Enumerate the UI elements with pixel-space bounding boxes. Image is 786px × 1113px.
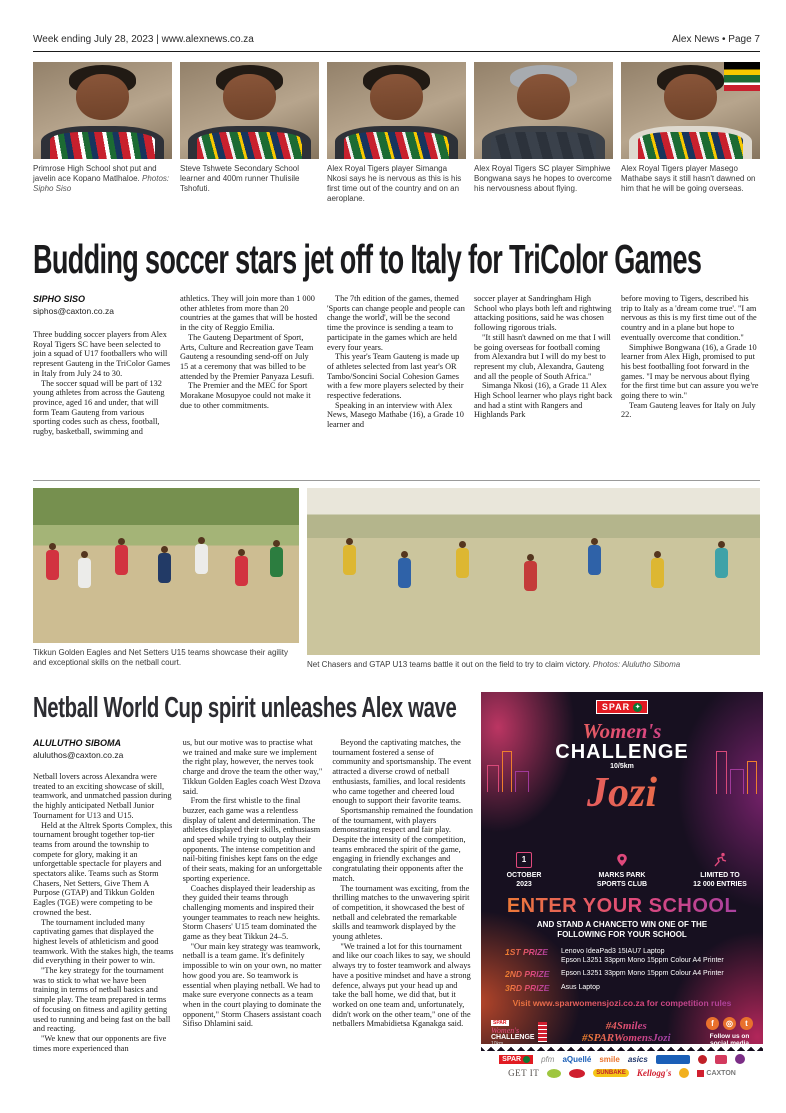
ad-title-womens: Women's: [481, 721, 763, 742]
paragraph: Netball lovers across Alexandra were treated to an exciting showcase of skill, teamwork, and unmatched passion during the highly anticipated Netball Junior Tournament for U13 and U15.: [33, 772, 172, 820]
mini-womens: Women's: [491, 1026, 520, 1035]
ad-venue-info: [586, 851, 658, 889]
author-name: ALULUTHO SIBOMA: [33, 738, 121, 748]
soccer-headline: Budding soccer stars jet off to Italy for TriColor Games: [33, 236, 702, 282]
photo-caption: Alex Royal Tigers player Masego Mathabe says it still hasn't dawned on him that he will be going overseas.: [621, 164, 756, 193]
netball-column-2: [183, 738, 324, 1053]
social-block: [706, 1017, 753, 1045]
prize-line: Lenovo IdeaPad3 15IAU7 Laptop: [561, 948, 665, 955]
photo-netball-field: [307, 488, 760, 655]
netball-article: [33, 692, 473, 1084]
art-shape: [491, 132, 597, 159]
ad-cta: ENTER YOUR SCHOOL: [481, 895, 763, 918]
sponsor-logo-spar: [499, 1055, 533, 1064]
sponsor-logo-pfm: pfm: [541, 1054, 555, 1064]
paragraph: The 7th edition of the games, themed 'Sports can change people and people can change the world', will be the second time the province is sending a team to participate in the games which are held every four years.: [327, 294, 465, 352]
ad-date-info: [488, 851, 560, 889]
paragraph: athletics. They will join more than 1 000 other athletes from more than 20 countries at the games that will be hosted in the city of Reggio Emilia.: [180, 294, 318, 333]
advert-body: [481, 692, 763, 1044]
prize-rank: 2ND PRIZE: [505, 969, 553, 979]
photo-figure: [327, 62, 466, 204]
soccer-column-2: [180, 294, 319, 437]
paragraph: before moving to Tigers, described his trip to Italy as a 'dream come true'. "I am nervous as this is my first time out of the country and in a plane but hope to eventually overcome that condition.": [621, 294, 757, 342]
womens-challenge-mini-logo: [491, 1016, 547, 1044]
torn-edge-art: [481, 1044, 763, 1051]
sponsor-logo-asics: asics: [627, 1054, 648, 1064]
caption-text: Primrose High School shot put and javelin ace Kopano Matlhaloe.: [33, 164, 157, 183]
paragraph: Speaking in an interview with Alex News, Masego Mathabe (16), a Grade 10 learner and: [327, 400, 464, 430]
soccer-headline-wrap: [33, 236, 760, 286]
art-shape: [651, 558, 664, 588]
hashtag-4smiles: #4Smiles: [582, 1020, 671, 1032]
sponsor-label: CAXTON: [706, 1069, 736, 1077]
author-email: siphos@caxton.co.za: [33, 306, 114, 316]
prize-desc: Epson L3251 33ppm Mono 15ppm Colour A4 Printer: [561, 970, 724, 977]
paragraph: soccer player at Sandringham High School who plays both left and rightwing attacking positions, said he was chosen following rigorous trials.: [474, 294, 612, 333]
paragraph: "We trained a lot for this tournament and like our coach likes to say, we should always try to foster teamwork and always have a positive mindset and have a strong defence, always put your head up and take the ball home, we did that, but it worked on one team and, unfortunately, didn't work on the other team," one of the netballers Mmabidietsa Kganakga said.: [332, 941, 471, 1029]
prize-rank: 3RD PRIZE: [505, 983, 553, 993]
ad-footer: [491, 1016, 753, 1044]
photo-credit: Photos: Sipho Siso: [33, 174, 170, 193]
photo-kopano-matlhaloe: [33, 62, 172, 159]
photo-figure: [180, 62, 319, 204]
paragraph: us, but our motive was to practise what we trained and make sure we implement the right play, however, the nerves took charge and drove the team the other way," Tikkun Golden Eagles coach West Dzova said.: [182, 738, 323, 796]
sponsor-logo: [735, 1054, 745, 1064]
photo-caption: Alex Royal Tigers player Simanga Nkosi says he is nervous as this is his first time out of the country and on an aeroplane.: [327, 164, 462, 203]
social-icons: [706, 1017, 753, 1030]
art-shape: [517, 74, 570, 121]
paragraph: Team Gauteng leaves for Italy on July 22.: [621, 400, 756, 420]
mini-spar-logo: SPAR: [493, 1020, 507, 1026]
paragraph: Coaches displayed their leadership as they guided their teams through challenging moments and inspired their younger teammates to reach new heights. Storm Chasers' U15 team dominated the game as they beat Tikkun 24–5.: [182, 883, 320, 942]
ad-limit-line1: LIMITED TO: [700, 872, 740, 879]
art-shape: [638, 132, 744, 159]
art-shape: [730, 769, 744, 794]
ad-title-distance: 10/5km: [610, 763, 634, 770]
netball-column-3: [332, 738, 473, 1053]
photo-credit: Photos: Alulutho Siboma: [592, 660, 681, 669]
netball-columns: [33, 738, 473, 1053]
photo-netball-court: [33, 488, 299, 643]
soccer-column-3: [327, 294, 466, 437]
art-shape: [664, 74, 717, 121]
prize-desc: Asus Laptop: [561, 984, 600, 991]
runner-icon: [684, 851, 756, 869]
art-shape: [398, 558, 411, 588]
photo-simphiwe-bongwana: [474, 62, 613, 159]
art-shape: [715, 548, 728, 578]
sponsor-row-1: [487, 1054, 757, 1064]
masthead-date-url: Week ending July 28, 2023 | www.alexnews.co.za: [33, 34, 254, 45]
sponsor-row-2: [487, 1068, 757, 1078]
netball-column-1: [33, 738, 174, 1053]
art-shape: [76, 74, 129, 121]
photo-figure: [33, 62, 172, 204]
paragraph: Beyond the captivating matches, the tournament fostered a sense of community and sportsmanship. The event attracted a diverse crowd of netball enthusiasts, families, and local residents who came together and cheered loud enough to support their favorite teams.: [332, 738, 472, 806]
skyline-art: [481, 721, 763, 849]
paragraph: Simanga Nkosi (16), a Grade 11 Alex High School learner who plays right back and had a stint with Rangers and Highlands Park: [474, 381, 613, 420]
sponsor-logo-smile: smile: [599, 1054, 620, 1064]
art-shape: [235, 556, 248, 586]
mini-logo-text: [491, 1016, 535, 1044]
sponsor-logo-aquelle: aQuellé: [562, 1054, 592, 1064]
section-divider: [33, 480, 760, 481]
paragraph: The tournament included many captivating games that displayed the highest levels of athleticism and good teamwork. With the stakes high, the teams did everything in their power to win.: [33, 917, 174, 966]
flag-art: [724, 62, 760, 91]
soccer-column-1: [33, 294, 172, 437]
paragraph: The soccer squad will be part of 132 young athletes from across the Gauteng province, aged 16 and under, that will form Team Gauteng from various sporting codes such as chess, football, rugby, basketball, swimming and: [33, 378, 165, 437]
paragraph: Simphiwe Bongwana (16), a Grade 10 learner from Alex High, promised to put his best footballing foot forward in the games. "I may be nervous about flying for the first time but can assure you we're going there to win.": [621, 342, 759, 401]
spar-advert: [481, 692, 763, 1084]
ad-date-month: OCTOBER: [506, 872, 542, 879]
photo-figure: [621, 62, 760, 204]
ad-title-jozi: Jozi: [481, 771, 763, 815]
sponsor-logo: [547, 1069, 561, 1078]
art-shape: [456, 548, 469, 578]
paragraph: The Premier and the MEC for Sport Morakane Mosupyoe could not make it due to other commitments.: [180, 381, 311, 410]
photo-figure: [307, 488, 760, 670]
art-shape: [370, 74, 423, 121]
paragraph: Three budding soccer players from Alex Royal Tigers SC have been selected to join a squad of U17 footballers who will represent Gauteng in the TriColor Games in Italy from July 24 to 30.: [33, 330, 171, 378]
prize-row: [505, 947, 749, 965]
paragraph: This year's Team Gauteng is made up of athletes selected from last year's OR Tambo/Soncini Social Cohesion Games with a few more players selected by their respective federations.: [327, 352, 464, 401]
paragraph: Sportsmanship remained the foundation of the tournament, with players demonstrating respect and fair play. Despite the intensity of the competition, teams embraced the spirit of the game, engaging in friendly exchanges and congratulating their opponents after the match.: [332, 805, 473, 883]
facebook-icon: f: [706, 1017, 719, 1030]
ad-hashtags: [582, 1020, 671, 1044]
paragraph: "The key strategy for the tournament was to stick to what we have been training in terms of netball basics and simple play. The team prepared in terms of focusing on fitness and agility getting used to running and being fast on the ball and reacting.: [33, 966, 171, 1034]
masthead: [33, 34, 760, 52]
art-shape: [716, 751, 727, 794]
art-shape: [46, 550, 59, 580]
photo-figure: [33, 488, 299, 668]
photo-thulisile-tshofuti: [180, 62, 319, 159]
sponsor-logo: [656, 1055, 690, 1064]
sponsor-logo-sunbake: SUNBAKE: [593, 1069, 629, 1077]
skyline-left-art: [487, 751, 529, 792]
art-shape: [195, 544, 208, 574]
art-shape: [588, 545, 601, 575]
photo-masego-mathabe: [621, 62, 760, 159]
bottom-zone: [33, 692, 763, 1084]
sponsor-logo-kelloggs: Kellogg's: [636, 1068, 672, 1078]
art-shape: [50, 132, 156, 159]
sponsor-logo: [569, 1069, 585, 1078]
paragraph: "Our main key strategy was teamwork, netball is a team game. It's definitely impossible to win on your own, no matter how good you are. So teamwork is essential when playing netball. We had to make sure everyone connects as a team when in the court playing to dominate the opponent," Storm Chasers assistant coach Sifiso Dhlamini said.: [182, 941, 322, 1029]
sponsor-logo-dot: [523, 1056, 530, 1063]
art-shape: [487, 765, 499, 792]
prize-row: [505, 969, 749, 979]
prize-desc: [561, 947, 724, 965]
art-shape: [515, 771, 529, 792]
sponsor-logo: [698, 1055, 707, 1064]
photo-caption: Tikkun Golden Eagles and Net Setters U15 teams showcase their agility and exceptional skills on the netball court.: [33, 648, 288, 667]
soccer-article: [33, 294, 760, 437]
paragraph: From the first whistle to the final buzzer, each game was a relentless display of talent and determination. The athletes displayed their skills, enthusiasm and speed while trying to outplay their opponents. The intense competition and nail-biting finishes kept fans on the edge of their seats, making for an unforgettable sporting experience.: [182, 796, 322, 883]
art-shape: [502, 751, 512, 792]
location-pin-icon: [586, 851, 658, 869]
prize-row: [505, 983, 749, 993]
art-shape: [78, 558, 91, 588]
art-shape: [747, 761, 757, 794]
ad-title-challenge: CHALLENGE: [555, 741, 689, 763]
sponsor-logo-caxton: [697, 1070, 735, 1077]
sponsor-logo: [715, 1055, 727, 1064]
caption-text: Net Chasers and GTAP U13 teams battle it out on the field to try to claim victory.: [307, 660, 593, 669]
photo-caption: [307, 660, 760, 670]
top-photo-strip: [33, 62, 760, 204]
ad-venue-line1: MARKS PARK: [598, 872, 646, 879]
masthead-page-number: Alex News • Page 7: [672, 34, 760, 45]
paragraph: Held at the Altrek Sports Complex, this tournament brought together top-tier teams from around the township to compete for glory, making it an unforgettable spectacle for players and spectators alike. Teams such as Storm Chasers, Net Setters, Give Them A Purpose (GTAP) and Tikkun Golden Eagles (TGE) were competing to be crowned the best.: [33, 820, 173, 917]
ad-rules-url: Visit www.sparwomensjozi.co.za for competition rules: [481, 998, 763, 1008]
follow-line: social media: [709, 1040, 749, 1044]
twitter-icon: t: [740, 1017, 753, 1030]
spar-logo: [596, 700, 648, 714]
netball-headline: Netball World Cup spirit unleashes Alex wave: [33, 692, 457, 724]
mini-challenge: CHALLENGE: [491, 1034, 535, 1041]
photo-figure: [474, 62, 613, 204]
ad-cta-subline2: FOLLOWING FOR YOUR SCHOOL: [557, 930, 687, 939]
author-email: aluluthos@caxton.co.za: [33, 750, 124, 760]
art-shape: [343, 545, 356, 575]
stripe-badge-art: [538, 1022, 547, 1042]
art-shape: [158, 553, 171, 583]
paragraph: The tournament was exciting, from the thrilling matches to the unwavering spirit of competition, it showcased the best of netball and celebrated the remarkable skills and teamwork displayed by the young athletes.: [332, 883, 470, 942]
byline: [33, 294, 172, 316]
paragraph: "We knew that our opponents are five times more experienced than: [33, 1033, 167, 1053]
sponsor-logo-square: [697, 1070, 704, 1077]
art-shape: [197, 132, 303, 159]
art-shape: [524, 561, 537, 591]
photo-caption: [33, 164, 172, 194]
soccer-column-4: [474, 294, 613, 437]
sponsor-logo-getit: GET IT: [508, 1068, 540, 1078]
paragraph: "It still hasn't dawned on me that I will be going overseas for football coming from Alexandra but I will do my best to represent my club, Alexandra, Gauteng and all the people of South Africa.": [474, 332, 611, 381]
hashtag-sparwomensjozi: #SPARWomensJozi: [581, 1032, 671, 1044]
sponsor-label: SPAR: [502, 1055, 522, 1063]
author-name: SIPHO SISO: [33, 294, 86, 304]
photo-caption: Steve Tshwete Secondary School learner and 400m runner Thulisile Tshofuti.: [180, 164, 300, 193]
mid-photo-section: [33, 488, 760, 670]
ad-prize-list: [505, 947, 749, 993]
instagram-icon: ◎: [723, 1017, 736, 1030]
art-shape: [344, 132, 450, 159]
netball-headline-wrap: [33, 692, 473, 730]
follow-text: [706, 1033, 753, 1045]
byline: [33, 738, 174, 760]
paragraph: The Gauteng Department of Sport, Arts, Culture and Recreation gave Team Gauteng a resounding send-off on July 15 at a ceremony that was billed to be attended by the Premier Panyaza Lesufi.: [180, 332, 315, 381]
sponsor-logo: [679, 1068, 689, 1078]
spar-logo-text: SPAR: [601, 702, 631, 712]
mini-distance: 10km: [491, 1041, 504, 1044]
sponsor-strip: [481, 1051, 763, 1084]
art-shape: [270, 547, 283, 577]
photo-simanga-nkosi: [327, 62, 466, 159]
ad-cta-subline1: AND STAND A CHANCETO WIN ONE OF THE: [536, 920, 708, 929]
calendar-day: 1: [516, 852, 532, 868]
ad-limit-line2: 12 000 ENTRIES: [693, 880, 747, 888]
art-shape: [223, 74, 276, 121]
ad-limit-info: [684, 851, 756, 889]
follow-line: Follow us on: [709, 1032, 750, 1040]
skyline-right-art: [716, 751, 757, 794]
spar-tree-icon: ✦: [634, 703, 641, 711]
ad-venue-line2: SPORTS CLUB: [596, 880, 648, 888]
prize-line: Epson L3251 33ppm Mono 15ppm Colour A4 Printer: [561, 957, 724, 964]
soccer-column-5: [621, 294, 760, 437]
ad-info-row: [481, 851, 763, 889]
art-shape: [115, 545, 128, 575]
ad-date-year: 2023: [516, 880, 532, 888]
calendar-icon: [488, 851, 560, 869]
photo-caption: Alex Royal Tigers SC player Simphiwe Bongwana says he hopes to overcome his nervousness about flying.: [474, 164, 612, 193]
prize-rank: 1ST PRIZE: [505, 947, 553, 965]
